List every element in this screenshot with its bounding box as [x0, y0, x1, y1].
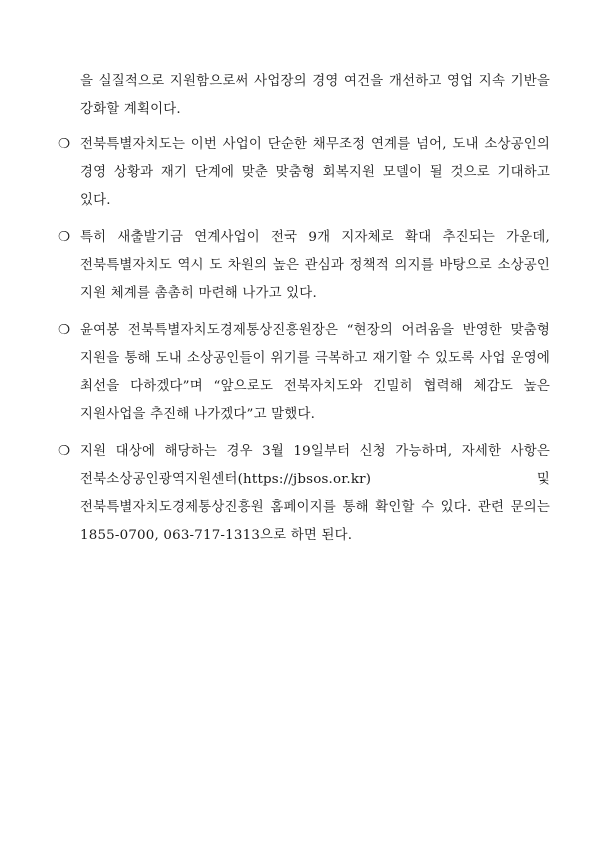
paragraph-text: 지원 대상에 해당하는 경우 3월 19일부터 신청 가능하며, 자세한 사항은 전북소상공인광역지원센터(https://jbsos.or.kr) 및 전북특별자치도경제통상진흥원 홈페이지를 통해 확인할 수 있다. 관련 문의는 1855-0700, 063-717-1313으로 하면 된다.: [80, 444, 550, 543]
bullet-marker: ❍: [58, 444, 71, 459]
continuation-paragraph: 을 실질적으로 지원함으로써 사업장의 경영 여건을 개선하고 영업 지속 기반을 강화할 계획이다.: [80, 74, 550, 117]
bullet-paragraph: [58, 131, 550, 215]
bullet-marker: ❍: [58, 323, 71, 338]
bullet-marker: ❍: [58, 230, 71, 245]
bullet-paragraph: [58, 224, 550, 308]
bullet-marker: ❍: [58, 137, 71, 152]
paragraph-text: 윤여봉 전북특별자치도경제통상진흥원장은 “현장의 어려움을 반영한 맞춤형 지원을 통해 도내 소상공인들이 위기를 극복하고 재기할 수 있도록 사업 운영에 최선을 다하겠다”며 “앞으로도 전북자치도와 긴밀히 협력해 체감도 높은 지원사업을 추진해 나가겠다”고 말했다.: [80, 323, 551, 422]
paragraph-text: 전북특별자치도는 이번 사업이 단순한 채무조정 연계를 넘어, 도내 소상공인의 경영 상황과 재기 단계에 맞춘 맞춤형 회복지원 모델이 될 것으로 기대하고 있다.: [80, 137, 550, 208]
bullet-paragraph: [58, 438, 550, 550]
bullet-paragraph: [58, 317, 550, 429]
paragraph-text: 특히 새출발기금 연계사업이 전국 9개 지자체로 확대 추진되는 가운데, 전북특별자치도 역시 도 차원의 높은 관심과 정책적 의지를 바탕으로 소상공인 지원 체계를 촘촘히 마련해 나가고 있다.: [80, 230, 550, 301]
